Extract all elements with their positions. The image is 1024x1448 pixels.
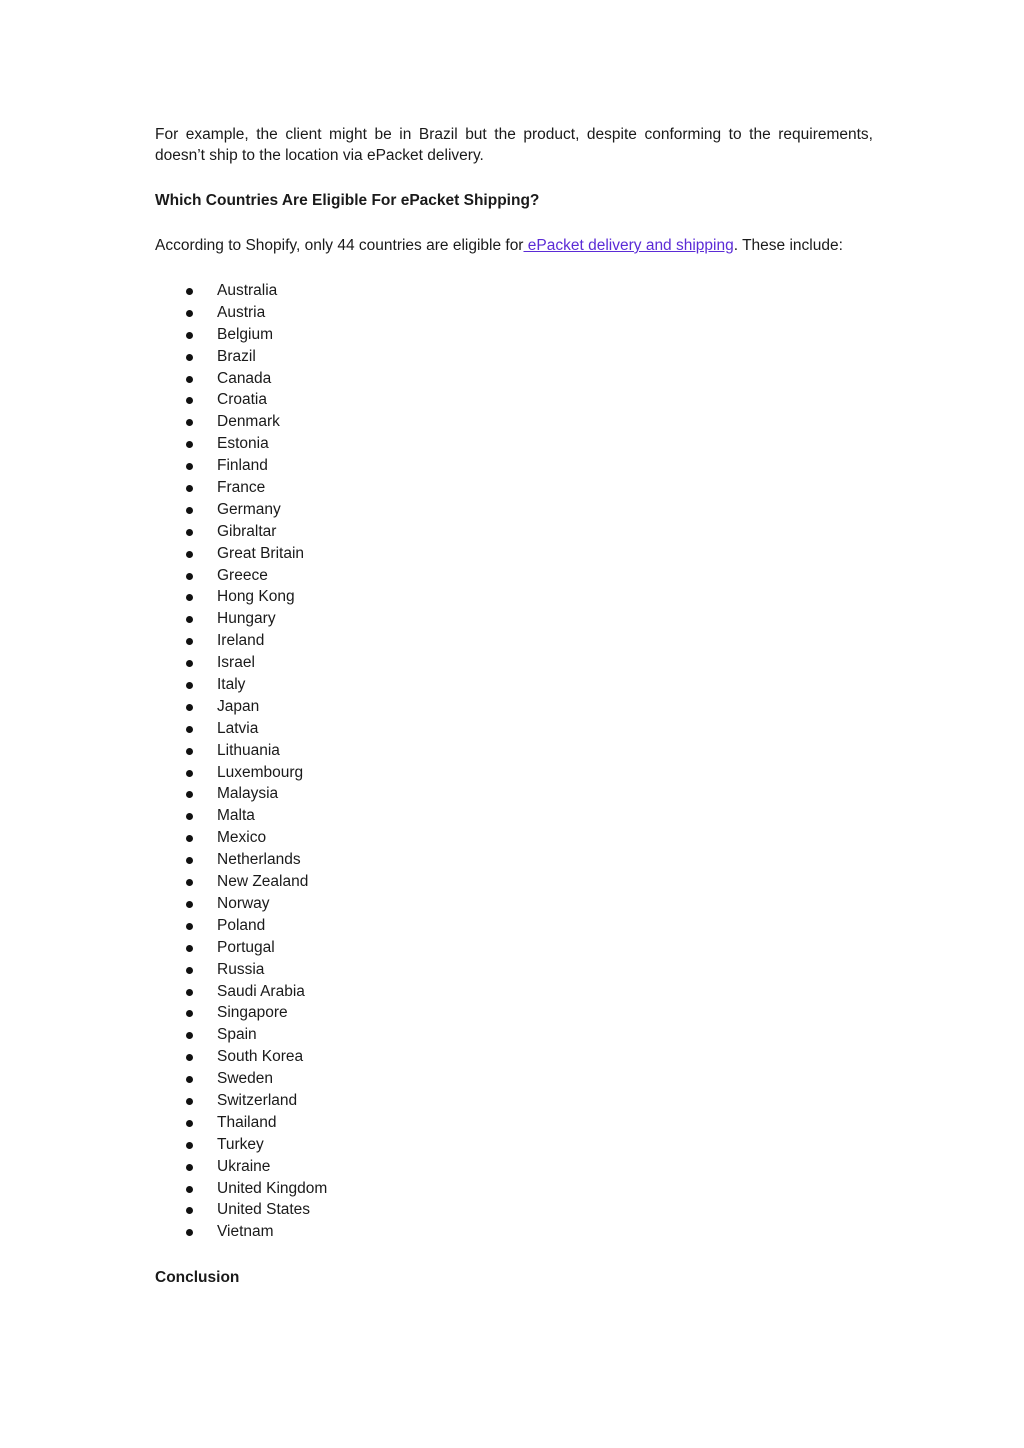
- bullet-icon: [186, 726, 193, 733]
- list-item: [155, 718, 873, 740]
- epacket-delivery-link[interactable]: ePacket delivery and shipping: [523, 237, 734, 254]
- country-name: Hungary: [217, 610, 276, 628]
- list-item: [155, 389, 873, 411]
- bullet-icon: [186, 507, 193, 514]
- country-name: Canada: [217, 369, 272, 387]
- country-name: Saudi Arabia: [217, 982, 305, 1000]
- bullet-icon: [186, 288, 193, 295]
- list-item: [155, 586, 873, 608]
- country-list: [155, 280, 873, 1243]
- bullet-icon: [186, 1098, 193, 1105]
- list-item: [155, 521, 873, 543]
- bullet-icon: [186, 441, 193, 448]
- country-name: Malta: [217, 807, 255, 825]
- bullet-icon: [186, 1164, 193, 1171]
- bullet-icon: [186, 1142, 193, 1149]
- list-item: [155, 433, 873, 455]
- eligibility-text-after: . These include:: [733, 237, 843, 254]
- list-item: [155, 1112, 873, 1134]
- list-item: [155, 346, 873, 368]
- list-item: [155, 1068, 873, 1090]
- spacer: [155, 1243, 873, 1267]
- country-name: Latvia: [217, 719, 259, 737]
- list-item: [155, 1024, 873, 1046]
- country-name: Italy: [217, 676, 246, 694]
- country-name: United Kingdom: [217, 1179, 328, 1197]
- list-item: [155, 849, 873, 871]
- country-name: Japan: [217, 697, 260, 715]
- country-name: Germany: [217, 500, 281, 518]
- country-name: Greece: [217, 566, 268, 584]
- country-name: Hong Kong: [217, 588, 295, 606]
- bullet-icon: [186, 704, 193, 711]
- list-item: [155, 1199, 873, 1221]
- country-name: Lithuania: [217, 741, 280, 759]
- bullet-icon: [186, 967, 193, 974]
- bullet-icon: [186, 354, 193, 361]
- list-item: [155, 302, 873, 324]
- country-name: Russia: [217, 960, 265, 978]
- bullet-icon: [186, 1120, 193, 1127]
- list-item: [155, 871, 873, 893]
- country-name: Australia: [217, 282, 278, 299]
- list-item: [155, 477, 873, 499]
- country-name: Great Britain: [217, 544, 305, 562]
- country-name: Thailand: [217, 1113, 277, 1131]
- list-item: [155, 827, 873, 849]
- bullet-icon: [186, 1032, 193, 1039]
- list-item: [155, 762, 873, 784]
- list-item: [155, 630, 873, 652]
- bullet-icon: [186, 310, 193, 317]
- bullet-icon: [186, 989, 193, 996]
- bullet-icon: [186, 923, 193, 930]
- bullet-icon: [186, 901, 193, 908]
- bullet-icon: [186, 485, 193, 492]
- list-item: [155, 543, 873, 565]
- country-name: Ukraine: [217, 1157, 271, 1175]
- country-name: Austria: [217, 303, 266, 321]
- country-name: Poland: [217, 916, 266, 934]
- list-item: [155, 893, 873, 915]
- country-name: Luxembourg: [217, 763, 304, 781]
- list-item: [155, 783, 873, 805]
- country-name: Estonia: [217, 435, 269, 453]
- list-item: [155, 981, 873, 1003]
- bullet-icon: [186, 813, 193, 820]
- bullet-icon: [186, 376, 193, 383]
- list-item: [155, 499, 873, 521]
- list-item: [155, 565, 873, 587]
- list-item: [155, 280, 873, 302]
- country-name: South Korea: [217, 1048, 304, 1066]
- list-item: [155, 805, 873, 827]
- bullet-icon: [186, 573, 193, 580]
- country-name: Croatia: [217, 391, 267, 409]
- bullet-icon: [186, 682, 193, 689]
- country-name: Israel: [217, 654, 255, 672]
- bullet-icon: [186, 748, 193, 755]
- conclusion-heading: Conclusion: [155, 1269, 240, 1287]
- list-item: [155, 324, 873, 346]
- list-item: [155, 1221, 873, 1243]
- bullet-icon: [186, 1076, 193, 1083]
- bullet-icon: [186, 1010, 193, 1017]
- bullet-icon: [186, 791, 193, 798]
- document-page: [155, 124, 873, 1288]
- bullet-icon: [186, 770, 193, 777]
- list-item: [155, 411, 873, 433]
- bullet-icon: [186, 660, 193, 667]
- country-name: Ireland: [217, 632, 265, 650]
- eligibility-text-before: According to Shopify, only 44 countries are eligible for: [155, 237, 524, 254]
- intro-paragraph: For example, the client might be in Brazil but the product, despite conforming to the requirements, doesn’t ship to the location via ePacket delivery.: [155, 126, 873, 164]
- country-name: Finland: [217, 457, 268, 475]
- country-name: Turkey: [217, 1135, 264, 1153]
- spacer: [155, 211, 873, 235]
- eligibility-paragraph: [155, 235, 873, 256]
- bullet-icon: [186, 945, 193, 952]
- country-name: United States: [217, 1201, 311, 1219]
- list-item: [155, 696, 873, 718]
- bullet-icon: [186, 551, 193, 558]
- list-item: [155, 1134, 873, 1156]
- country-name: Brazil: [217, 347, 256, 365]
- bullet-icon: [186, 1186, 193, 1193]
- country-name: Sweden: [217, 1070, 274, 1088]
- list-item: [155, 674, 873, 696]
- spacer: [155, 256, 873, 280]
- bullet-icon: [186, 616, 193, 623]
- country-name: New Zealand: [217, 873, 309, 891]
- bullet-icon: [186, 463, 193, 470]
- list-item: [155, 455, 873, 477]
- section-heading: Which Countries Are Eligible For ePacket Shipping?: [155, 192, 540, 209]
- country-name: Spain: [217, 1026, 257, 1044]
- country-name: Gibraltar: [217, 522, 277, 540]
- bullet-icon: [186, 835, 193, 842]
- country-name: Netherlands: [217, 851, 301, 869]
- list-item: [155, 368, 873, 390]
- bullet-icon: [186, 1229, 193, 1236]
- bullet-icon: [186, 638, 193, 645]
- bullet-icon: [186, 879, 193, 886]
- bullet-icon: [186, 397, 193, 404]
- country-name: Vietnam: [217, 1223, 274, 1241]
- list-item: [155, 915, 873, 937]
- list-item: [155, 1002, 873, 1024]
- bullet-icon: [186, 332, 193, 339]
- bullet-icon: [186, 1207, 193, 1214]
- list-item: [155, 1178, 873, 1200]
- country-name: Norway: [217, 894, 270, 912]
- country-name: Switzerland: [217, 1091, 298, 1109]
- country-name: Singapore: [217, 1004, 288, 1022]
- bullet-icon: [186, 857, 193, 864]
- spacer: [155, 166, 873, 190]
- list-item: [155, 1046, 873, 1068]
- list-item: [155, 1156, 873, 1178]
- country-name: France: [217, 479, 266, 497]
- list-item: [155, 959, 873, 981]
- list-item: [155, 1090, 873, 1112]
- country-name: Portugal: [217, 938, 275, 956]
- bullet-icon: [186, 419, 193, 426]
- list-item: [155, 740, 873, 762]
- country-name: Malaysia: [217, 785, 279, 803]
- country-name: Denmark: [217, 413, 280, 431]
- bullet-icon: [186, 594, 193, 601]
- list-item: [155, 608, 873, 630]
- country-name: Mexico: [217, 829, 267, 847]
- list-item: [155, 937, 873, 959]
- bullet-icon: [186, 529, 193, 536]
- country-name: Belgium: [217, 325, 273, 343]
- list-item: [155, 652, 873, 674]
- bullet-icon: [186, 1054, 193, 1061]
